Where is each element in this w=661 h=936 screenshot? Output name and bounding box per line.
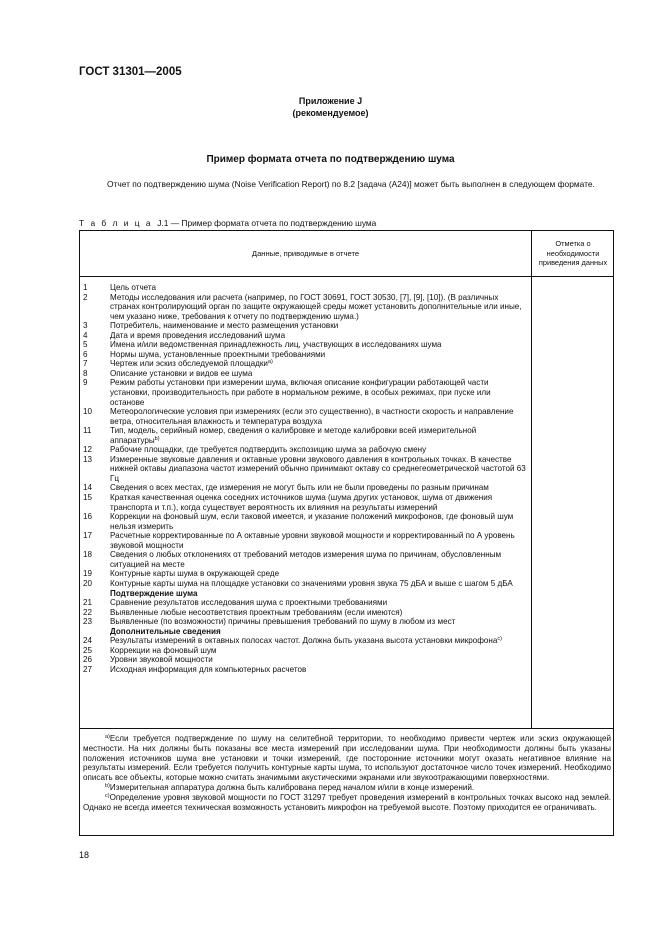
row-number: 1 [83, 283, 88, 292]
table-caption-prefix: Т а б л и ц а [79, 218, 153, 228]
table-rows [83, 283, 527, 674]
table-row [83, 569, 527, 579]
footnote-text: Если требуется подтверждение по шуму на селитебной территории, то необходимо привести чертеж или эскиз окружающей местности. На них должны быть показаны все места измерений при исследовании шума. При необходимости должны быть указаны положения источников шума вне установки и точки измерений, где посторонние источники могут оказать негативное влияние на результаты измерений. Если требуется получить контурные карты шума, то используют достаточное число точек измерений. Необходимо описать все объекты, которые можно считать значимыми акустическими экранами или звукоотражающими поверхностями. [83, 734, 611, 783]
row-number: 13 [83, 454, 93, 464]
row-number: 17 [83, 531, 93, 541]
row-number: 21 [83, 598, 93, 608]
row-number: 18 [83, 550, 93, 560]
table-row [83, 331, 527, 341]
row-text: Описание установки и видов ее шума [110, 368, 253, 378]
row-number: 7 [83, 359, 88, 369]
table-row [83, 455, 527, 484]
row-number: 4 [83, 330, 88, 340]
row-number: 10 [83, 407, 93, 417]
table-section-heading [83, 627, 527, 637]
table-row [83, 340, 527, 350]
row-text: Измеренные звуковые давления и октавные уровни звукового давления в контрольных точках. В качестве нижней октавы диапазона частот измерений обычно принимают октаву со среднегеометрической частотой 63 Гц [110, 454, 526, 483]
footnote-ref: с) [497, 636, 502, 643]
row-text: Имена и/или ведомственная принадлежность лиц, участвующих в исследованиях шума [110, 340, 442, 350]
row-number: 16 [83, 512, 93, 522]
report-table [79, 230, 614, 836]
header-divider [80, 276, 613, 277]
row-number: 15 [83, 493, 93, 503]
row-number: 8 [83, 368, 88, 378]
row-text: Подтверждение шума [110, 588, 198, 598]
table-row [83, 445, 527, 455]
row-number: 2 [83, 292, 88, 302]
table-row [83, 483, 527, 493]
table-row [83, 617, 527, 627]
row-number: 25 [83, 645, 93, 655]
table-row [83, 531, 527, 550]
table-row [83, 407, 527, 426]
row-number: 6 [83, 349, 88, 359]
footnote-mark: с) [105, 792, 110, 799]
row-text: Контурные карты шума в окружающей среде [110, 569, 280, 579]
table-row [83, 350, 527, 360]
column-header-data: Данные, приводимые в отчете [251, 249, 360, 258]
row-text: Цель отчета [110, 283, 157, 292]
table-row [83, 598, 527, 608]
row-number: 27 [83, 664, 93, 674]
row-number: 23 [83, 617, 93, 627]
table-row [83, 512, 527, 531]
page-number: 18 [79, 850, 90, 860]
intro-paragraph: Отчет по подтверждению шума (Noise Verification Report) по 8.2 [задача (А24)] может быть выполнен в следующем формате. [107, 179, 595, 189]
table-caption [79, 218, 376, 228]
row-text: Чертеж или эскиз обследуемой площадки [110, 359, 268, 369]
table-row [83, 293, 527, 322]
row-text: Сведения о любых отклонениях от требований методов измерения шума по причинам, обусловленным ситуацией на месте [110, 550, 502, 569]
document-id: ГОСТ 31301—2005 [79, 66, 182, 78]
row-text: Режим работы установки при измерении шума, включая описание конфигурации работающей части установки, производительность при работе в нормальном режиме, в особых режимах, при пуске или останове [110, 378, 491, 407]
row-number: 22 [83, 607, 93, 617]
annex-title: Приложение J [298, 96, 363, 106]
column-header-mark: Отметка о необходимости приведения данных [538, 239, 608, 268]
footnote-mark: b) [105, 782, 110, 789]
row-text: Результаты измерений в октавных полосах частот. Должна быть указана высота установки микрофона [110, 636, 498, 646]
table-row [83, 359, 527, 369]
row-text: Краткая качественная оценка соседних источников шума (шума других установок, шума от движения транспорта и т.п.), когда существует вероятность их влияния на результаты измерений [110, 493, 493, 512]
row-text: Метеорологические условия при измерениях (если это существенно), в частности скорость и направление ветра, относительная влажность и температура воздуха [110, 407, 514, 426]
table-row [83, 550, 527, 569]
table-row [83, 608, 527, 618]
row-text: Сведения о всех местах, где измерения не могут быть или не были проведены по разным причинам [110, 483, 489, 493]
annex-heading [0, 95, 661, 119]
row-number: 24 [83, 636, 93, 646]
column-divider [531, 231, 532, 728]
table-caption-text: J.1 — Пример формата отчета по подтверждению шума [157, 218, 377, 228]
table-row [83, 665, 527, 675]
table-row [83, 369, 527, 379]
row-number: 5 [83, 340, 88, 350]
row-text: Нормы шума, установленные проектными требованиями [110, 349, 326, 359]
row-text: Потребитель, наименование и место размещения установки [110, 321, 339, 331]
row-text: Рабочие площадки, где требуется подтвердить экспозицию шума за рабочую смену [110, 445, 427, 455]
footnote-ref: а) [267, 359, 273, 366]
row-text: Уровни звуковой мощности [110, 655, 213, 665]
table-row [83, 378, 527, 407]
table-row [83, 283, 527, 293]
table-footnotes [83, 734, 611, 812]
row-text: Выявленные (по возможности) причины превышения требований по шуму в любом из мест [110, 617, 456, 627]
row-number: 26 [83, 655, 93, 665]
row-text: Коррекции на фоновый шум [110, 645, 217, 655]
row-text: Сравнение результатов исследования шума с проектными требованиями [110, 598, 388, 608]
row-number: 14 [83, 483, 93, 493]
row-number: 11 [83, 426, 92, 436]
table-row [83, 493, 527, 512]
row-text: Расчетные корректированные по А октавные уровни звуковой мощности и корректированный по А уровень звуковой мощности [110, 531, 515, 550]
row-text: Выявленные любые несоответствия проектным требованиям (если имеются) [110, 607, 403, 617]
row-text: Дополнительные сведения [110, 626, 221, 636]
table-row [83, 655, 527, 665]
table-row [83, 579, 527, 589]
row-text: Тип, модель, серийный номер, сведения о калибровке и методе калибровки всей измерительной аппаратуры [110, 426, 477, 445]
table-row [83, 646, 527, 656]
row-text: Коррекции на фоновый шум, если таковой имеется, и указание положений микрофонов, где фоновый шум нельзя измерить [110, 512, 514, 531]
row-text: Исходная информация для компьютерных расчетов [110, 664, 307, 674]
row-number: 19 [83, 569, 93, 579]
row-number: 9 [83, 378, 88, 388]
table-row [83, 426, 527, 445]
row-text: Дата и время проведения исследований шума [110, 330, 286, 340]
annex-status: (рекомендуемое) [292, 108, 369, 118]
table-section-heading [83, 589, 527, 599]
footnote [83, 783, 611, 793]
row-number: 12 [83, 445, 93, 455]
footnote-mark: а) [105, 734, 110, 740]
table-row [83, 321, 527, 331]
footnote [83, 734, 611, 783]
row-text: Методы исследования или расчета (например, по ГОСТ 30691, ГОСТ 30530, [7], [9], [10]). (В различных странах контролирующий орган по защите окружающей среды может установить дополнительные или иные, чем указано ниже, требования к отчету по подтверждению шума.) [110, 292, 522, 321]
row-text: Контурные карты шума на площадке установки со значениями уровня звука 75 дБА и выше с шагом 5 дБА [110, 578, 513, 588]
page-title: Пример формата отчета по подтверждению шума [206, 154, 455, 165]
table-row [83, 636, 527, 646]
footnote-text: Определение уровня звуковой мощности по ГОСТ 31297 требует проведения измерений в контрольных точках высоко над землей. Однако не всегда имеется техническая возможность установить микрофон на требуемой высоте. Поэтому приходится ее ограничивать. [83, 792, 611, 812]
row-number: 20 [83, 578, 93, 588]
footnote-ref: b) [154, 435, 160, 442]
footnote-text: Измерительная аппаратура должна быть калибрована перед началом и/или в конце измерений. [109, 782, 475, 792]
row-number: 3 [83, 321, 88, 331]
footnote-divider [80, 728, 613, 729]
footnote [83, 793, 611, 813]
